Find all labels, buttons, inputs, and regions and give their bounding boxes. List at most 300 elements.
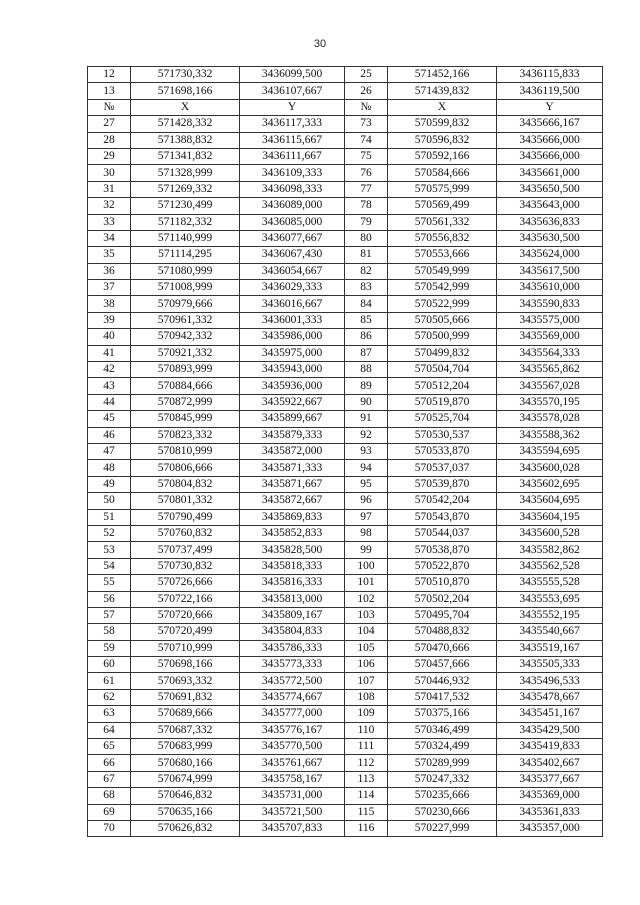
y-coordinate-cell: 3436085,000 <box>240 214 345 230</box>
y-coordinate-cell: 3435496,533 <box>497 673 603 689</box>
table-row <box>88 575 603 591</box>
table-row <box>88 722 603 738</box>
point-number-cell: 104 <box>345 624 388 640</box>
point-number-cell: 114 <box>345 788 388 804</box>
y-coordinate-cell: 3435567,028 <box>497 378 603 394</box>
y-coordinate-cell: 3436117,333 <box>240 116 345 132</box>
point-number-cell: 115 <box>345 804 388 820</box>
y-coordinate-cell: 3436109,333 <box>240 165 345 181</box>
point-number-cell: 108 <box>345 689 388 705</box>
table-row <box>88 624 603 640</box>
point-number-cell: 89 <box>345 378 388 394</box>
y-coordinate-cell: 3435582,862 <box>497 542 603 558</box>
y-coordinate-cell: 3435643,000 <box>497 198 603 214</box>
x-coordinate-cell: 570804,832 <box>131 476 240 492</box>
table-row <box>88 804 603 820</box>
y-coordinate-cell: 3435869,833 <box>240 509 345 525</box>
y-coordinate-cell: 3436098,333 <box>240 181 345 197</box>
y-coordinate-cell: 3435809,167 <box>240 607 345 623</box>
x-coordinate-cell: 570810,999 <box>131 443 240 459</box>
x-coordinate-cell: 570227,999 <box>388 820 497 836</box>
x-coordinate-cell: 570674,999 <box>131 771 240 787</box>
table-row <box>88 345 603 361</box>
point-number-cell: 50 <box>88 493 131 509</box>
x-coordinate-cell: 570979,666 <box>131 296 240 312</box>
table-row <box>88 460 603 476</box>
point-number-cell: 95 <box>345 476 388 492</box>
y-coordinate-cell: 3436089,000 <box>240 198 345 214</box>
point-number-cell: 85 <box>345 312 388 328</box>
table-row <box>88 247 603 263</box>
y-coordinate-cell: 3435770,500 <box>240 739 345 755</box>
y-coordinate-cell: 3436111,667 <box>240 148 345 164</box>
x-coordinate-cell: 570537,037 <box>388 460 497 476</box>
table-row <box>88 607 603 623</box>
y-coordinate-cell: 3435624,000 <box>497 247 603 263</box>
y-coordinate-cell: 3435600,528 <box>497 525 603 541</box>
x-coordinate-cell: 571439,832 <box>388 83 497 99</box>
y-coordinate-cell: 3435519,167 <box>497 640 603 656</box>
x-coordinate-cell: 571452,166 <box>388 67 497 83</box>
x-coordinate-cell: 570556,832 <box>388 230 497 246</box>
y-coordinate-cell: 3435419,833 <box>497 739 603 755</box>
x-coordinate-cell: 570346,499 <box>388 722 497 738</box>
column-header: X <box>388 99 497 115</box>
y-coordinate-cell: 3435588,362 <box>497 427 603 443</box>
x-coordinate-cell: 570687,332 <box>131 722 240 738</box>
point-number-cell: 87 <box>345 345 388 361</box>
x-coordinate-cell: 570720,666 <box>131 607 240 623</box>
y-coordinate-cell: 3435852,833 <box>240 525 345 541</box>
x-coordinate-cell: 570592,166 <box>388 148 497 164</box>
point-number-cell: 98 <box>345 525 388 541</box>
point-number-cell: 96 <box>345 493 388 509</box>
table-row <box>88 198 603 214</box>
y-coordinate-cell: 3435772,500 <box>240 673 345 689</box>
point-number-cell: 53 <box>88 542 131 558</box>
point-number-cell: 109 <box>345 706 388 722</box>
y-coordinate-cell: 3435578,028 <box>497 411 603 427</box>
x-coordinate-cell: 570510,870 <box>388 575 497 591</box>
table-row <box>88 296 603 312</box>
x-coordinate-cell: 570942,332 <box>131 329 240 345</box>
point-number-cell: 39 <box>88 312 131 328</box>
x-coordinate-cell: 571698,166 <box>131 83 240 99</box>
x-coordinate-cell: 570801,332 <box>131 493 240 509</box>
table-row <box>88 788 603 804</box>
y-coordinate-cell: 3435402,667 <box>497 755 603 771</box>
y-coordinate-cell: 3436115,667 <box>240 132 345 148</box>
x-coordinate-cell: 570806,666 <box>131 460 240 476</box>
table-row <box>88 657 603 673</box>
x-coordinate-cell: 570553,666 <box>388 247 497 263</box>
x-coordinate-cell: 570504,704 <box>388 362 497 378</box>
point-number-cell: 102 <box>345 591 388 607</box>
page-number: 30 <box>313 38 327 50</box>
x-coordinate-cell: 570544,037 <box>388 525 497 541</box>
point-number-cell: 29 <box>88 148 131 164</box>
y-coordinate-cell: 3435721,500 <box>240 804 345 820</box>
point-number-cell: 60 <box>88 657 131 673</box>
point-number-cell: 80 <box>345 230 388 246</box>
y-coordinate-cell: 3435943,000 <box>240 362 345 378</box>
x-coordinate-cell: 570760,832 <box>131 525 240 541</box>
y-coordinate-cell: 3435777,000 <box>240 706 345 722</box>
point-number-cell: 73 <box>345 116 388 132</box>
point-number-cell: 38 <box>88 296 131 312</box>
point-number-cell: 34 <box>88 230 131 246</box>
point-number-cell: 56 <box>88 591 131 607</box>
x-coordinate-cell: 570522,999 <box>388 296 497 312</box>
y-coordinate-cell: 3435661,000 <box>497 165 603 181</box>
point-number-cell: 55 <box>88 575 131 591</box>
x-coordinate-cell: 571182,332 <box>131 214 240 230</box>
table-row <box>88 148 603 164</box>
point-number-cell: 77 <box>345 181 388 197</box>
x-coordinate-cell: 570543,870 <box>388 509 497 525</box>
point-number-cell: 90 <box>345 394 388 410</box>
y-coordinate-cell: 3436077,667 <box>240 230 345 246</box>
x-coordinate-cell: 571080,999 <box>131 263 240 279</box>
x-coordinate-cell: 570596,832 <box>388 132 497 148</box>
y-coordinate-cell: 3435540,667 <box>497 624 603 640</box>
x-coordinate-cell: 571140,999 <box>131 230 240 246</box>
x-coordinate-cell: 570324,499 <box>388 739 497 755</box>
y-coordinate-cell: 3435813,000 <box>240 591 345 607</box>
table-row <box>88 427 603 443</box>
column-header: № <box>88 99 131 115</box>
table-row <box>88 362 603 378</box>
y-coordinate-cell: 3435731,000 <box>240 788 345 804</box>
table-row <box>88 493 603 509</box>
column-header: Y <box>497 99 603 115</box>
x-coordinate-cell: 570457,666 <box>388 657 497 673</box>
x-coordinate-cell: 571341,832 <box>131 148 240 164</box>
x-coordinate-cell: 570538,870 <box>388 542 497 558</box>
point-number-cell: 91 <box>345 411 388 427</box>
y-coordinate-cell: 3435555,528 <box>497 575 603 591</box>
y-coordinate-cell: 3435773,333 <box>240 657 345 673</box>
y-coordinate-cell: 3435899,667 <box>240 411 345 427</box>
table-row <box>88 771 603 787</box>
x-coordinate-cell: 570710,999 <box>131 640 240 656</box>
x-coordinate-cell: 570646,832 <box>131 788 240 804</box>
x-coordinate-cell: 570584,666 <box>388 165 497 181</box>
y-coordinate-cell: 3435569,000 <box>497 329 603 345</box>
point-number-cell: 67 <box>88 771 131 787</box>
coordinates-table-body <box>88 67 603 837</box>
point-number-cell: 40 <box>88 329 131 345</box>
table-row <box>88 476 603 492</box>
point-number-cell: 88 <box>345 362 388 378</box>
point-number-cell: 92 <box>345 427 388 443</box>
point-number-cell: 12 <box>88 67 131 83</box>
y-coordinate-cell: 3435922,667 <box>240 394 345 410</box>
y-coordinate-cell: 3435604,195 <box>497 509 603 525</box>
x-coordinate-cell: 570230,666 <box>388 804 497 820</box>
point-number-cell: 69 <box>88 804 131 820</box>
x-coordinate-cell: 570845,999 <box>131 411 240 427</box>
x-coordinate-cell: 570884,666 <box>131 378 240 394</box>
point-number-cell: 57 <box>88 607 131 623</box>
x-coordinate-cell: 570693,332 <box>131 673 240 689</box>
x-coordinate-cell: 571230,499 <box>131 198 240 214</box>
table-row <box>88 214 603 230</box>
table-row <box>88 706 603 722</box>
point-number-cell: 99 <box>345 542 388 558</box>
x-coordinate-cell: 570561,332 <box>388 214 497 230</box>
y-coordinate-cell: 3436099,500 <box>240 67 345 83</box>
y-coordinate-cell: 3435602,695 <box>497 476 603 492</box>
point-number-cell: 32 <box>88 198 131 214</box>
y-coordinate-cell: 3435786,333 <box>240 640 345 656</box>
y-coordinate-cell: 3435478,667 <box>497 689 603 705</box>
point-number-cell: 41 <box>88 345 131 361</box>
point-number-cell: 49 <box>88 476 131 492</box>
point-number-cell: 51 <box>88 509 131 525</box>
x-coordinate-cell: 570569,499 <box>388 198 497 214</box>
y-coordinate-cell: 3435761,667 <box>240 755 345 771</box>
y-coordinate-cell: 3435369,000 <box>497 788 603 804</box>
point-number-cell: 27 <box>88 116 131 132</box>
x-coordinate-cell: 570549,999 <box>388 263 497 279</box>
point-number-cell: 76 <box>345 165 388 181</box>
y-coordinate-cell: 3435552,195 <box>497 607 603 623</box>
y-coordinate-cell: 3436016,667 <box>240 296 345 312</box>
point-number-cell: 83 <box>345 280 388 296</box>
x-coordinate-cell: 570500,999 <box>388 329 497 345</box>
y-coordinate-cell: 3435575,000 <box>497 312 603 328</box>
point-number-cell: 13 <box>88 83 131 99</box>
x-coordinate-cell: 570698,166 <box>131 657 240 673</box>
point-number-cell: 37 <box>88 280 131 296</box>
y-coordinate-cell: 3436107,667 <box>240 83 345 99</box>
y-coordinate-cell: 3435816,333 <box>240 575 345 591</box>
point-number-cell: 48 <box>88 460 131 476</box>
table-row <box>88 312 603 328</box>
x-coordinate-cell: 570539,870 <box>388 476 497 492</box>
y-coordinate-cell: 3435570,195 <box>497 394 603 410</box>
table-row <box>88 411 603 427</box>
point-number-cell: 100 <box>345 558 388 574</box>
point-number-cell: 105 <box>345 640 388 656</box>
point-number-cell: 43 <box>88 378 131 394</box>
table-row <box>88 558 603 574</box>
x-coordinate-cell: 570683,999 <box>131 739 240 755</box>
x-coordinate-cell: 570247,332 <box>388 771 497 787</box>
table-row <box>88 378 603 394</box>
y-coordinate-cell: 3435564,333 <box>497 345 603 361</box>
y-coordinate-cell: 3435872,000 <box>240 443 345 459</box>
x-coordinate-cell: 570823,332 <box>131 427 240 443</box>
x-coordinate-cell: 571114,295 <box>131 247 240 263</box>
x-coordinate-cell: 570542,204 <box>388 493 497 509</box>
table-row <box>88 739 603 755</box>
x-coordinate-cell: 570235,666 <box>388 788 497 804</box>
y-coordinate-cell: 3435590,833 <box>497 296 603 312</box>
point-number-cell: 64 <box>88 722 131 738</box>
y-coordinate-cell: 3435871,333 <box>240 460 345 476</box>
x-coordinate-cell: 570720,499 <box>131 624 240 640</box>
point-number-cell: 28 <box>88 132 131 148</box>
y-coordinate-cell: 3435636,833 <box>497 214 603 230</box>
point-number-cell: 52 <box>88 525 131 541</box>
point-number-cell: 62 <box>88 689 131 705</box>
table-row <box>88 181 603 197</box>
point-number-cell: 103 <box>345 607 388 623</box>
point-number-cell: 113 <box>345 771 388 787</box>
point-number-cell: 66 <box>88 755 131 771</box>
x-coordinate-cell: 570893,999 <box>131 362 240 378</box>
x-coordinate-cell: 570722,166 <box>131 591 240 607</box>
y-coordinate-cell: 3435936,000 <box>240 378 345 394</box>
table-row <box>88 542 603 558</box>
point-number-cell: 65 <box>88 739 131 755</box>
table-row <box>88 230 603 246</box>
point-number-cell: 31 <box>88 181 131 197</box>
point-number-cell: 63 <box>88 706 131 722</box>
y-coordinate-cell: 3435617,500 <box>497 263 603 279</box>
y-coordinate-cell: 3435553,695 <box>497 591 603 607</box>
y-coordinate-cell: 3435451,167 <box>497 706 603 722</box>
y-coordinate-cell: 3436001,333 <box>240 312 345 328</box>
x-coordinate-cell: 570872,999 <box>131 394 240 410</box>
point-number-cell: 54 <box>88 558 131 574</box>
point-number-cell: 30 <box>88 165 131 181</box>
y-coordinate-cell: 3435666,000 <box>497 148 603 164</box>
x-coordinate-cell: 571388,832 <box>131 132 240 148</box>
point-number-cell: 86 <box>345 329 388 345</box>
table-row <box>88 263 603 279</box>
table-row <box>88 280 603 296</box>
x-coordinate-cell: 570680,166 <box>131 755 240 771</box>
point-number-cell: 111 <box>345 739 388 755</box>
point-number-cell: 36 <box>88 263 131 279</box>
table-row <box>88 525 603 541</box>
column-header: Y <box>240 99 345 115</box>
point-number-cell: 93 <box>345 443 388 459</box>
x-coordinate-cell: 570375,166 <box>388 706 497 722</box>
point-number-cell: 58 <box>88 624 131 640</box>
point-number-cell: 112 <box>345 755 388 771</box>
x-coordinate-cell: 570522,870 <box>388 558 497 574</box>
x-coordinate-cell: 571428,332 <box>131 116 240 132</box>
x-coordinate-cell: 570502,204 <box>388 591 497 607</box>
x-coordinate-cell: 570505,666 <box>388 312 497 328</box>
y-coordinate-cell: 3435377,667 <box>497 771 603 787</box>
x-coordinate-cell: 571328,999 <box>131 165 240 181</box>
point-number-cell: 68 <box>88 788 131 804</box>
table-row <box>88 820 603 836</box>
table-row <box>88 394 603 410</box>
y-coordinate-cell: 3435774,667 <box>240 689 345 705</box>
point-number-cell: 106 <box>345 657 388 673</box>
point-number-cell: 116 <box>345 820 388 836</box>
table-row <box>88 640 603 656</box>
x-coordinate-cell: 571008,999 <box>131 280 240 296</box>
table-row <box>88 116 603 132</box>
y-coordinate-cell: 3435975,000 <box>240 345 345 361</box>
point-number-cell: 84 <box>345 296 388 312</box>
point-number-cell: 26 <box>345 83 388 99</box>
point-number-cell: 47 <box>88 443 131 459</box>
y-coordinate-cell: 3435610,000 <box>497 280 603 296</box>
point-number-cell: 44 <box>88 394 131 410</box>
x-coordinate-cell: 570961,332 <box>131 312 240 328</box>
x-coordinate-cell: 571730,332 <box>131 67 240 83</box>
x-coordinate-cell: 570512,204 <box>388 378 497 394</box>
point-number-cell: 75 <box>345 148 388 164</box>
x-coordinate-cell: 570525,704 <box>388 411 497 427</box>
y-coordinate-cell: 3436119,500 <box>497 83 603 99</box>
point-number-cell: 81 <box>345 247 388 263</box>
x-coordinate-cell: 570446,932 <box>388 673 497 689</box>
point-number-cell: 59 <box>88 640 131 656</box>
x-coordinate-cell: 570726,666 <box>131 575 240 591</box>
y-coordinate-cell: 3435879,333 <box>240 427 345 443</box>
x-coordinate-cell: 570635,166 <box>131 804 240 820</box>
point-number-cell: 101 <box>345 575 388 591</box>
x-coordinate-cell: 570626,832 <box>131 820 240 836</box>
y-coordinate-cell: 3436067,430 <box>240 247 345 263</box>
coordinates-table <box>87 66 603 837</box>
y-coordinate-cell: 3435361,833 <box>497 804 603 820</box>
point-number-cell: 82 <box>345 263 388 279</box>
y-coordinate-cell: 3435871,667 <box>240 476 345 492</box>
point-number-cell: 110 <box>345 722 388 738</box>
y-coordinate-cell: 3435707,833 <box>240 820 345 836</box>
table-row <box>88 509 603 525</box>
y-coordinate-cell: 3436054,667 <box>240 263 345 279</box>
x-coordinate-cell: 570689,666 <box>131 706 240 722</box>
y-coordinate-cell: 3435594,695 <box>497 443 603 459</box>
y-coordinate-cell: 3435562,528 <box>497 558 603 574</box>
point-number-cell: 74 <box>345 132 388 148</box>
x-coordinate-cell: 570790,499 <box>131 509 240 525</box>
y-coordinate-cell: 3435357,000 <box>497 820 603 836</box>
point-number-cell: 61 <box>88 673 131 689</box>
y-coordinate-cell: 3435600,028 <box>497 460 603 476</box>
y-coordinate-cell: 3436115,833 <box>497 67 603 83</box>
y-coordinate-cell: 3435666,167 <box>497 116 603 132</box>
point-number-cell: 78 <box>345 198 388 214</box>
y-coordinate-cell: 3435828,500 <box>240 542 345 558</box>
x-coordinate-cell: 570470,666 <box>388 640 497 656</box>
x-coordinate-cell: 570417,532 <box>388 689 497 705</box>
x-coordinate-cell: 570691,832 <box>131 689 240 705</box>
x-coordinate-cell: 570499,832 <box>388 345 497 361</box>
point-number-cell: 107 <box>345 673 388 689</box>
y-coordinate-cell: 3435758,167 <box>240 771 345 787</box>
column-header: № <box>345 99 388 115</box>
y-coordinate-cell: 3435630,500 <box>497 230 603 246</box>
x-coordinate-cell: 570575,999 <box>388 181 497 197</box>
table-row <box>88 67 603 83</box>
point-number-cell: 25 <box>345 67 388 83</box>
x-coordinate-cell: 570542,999 <box>388 280 497 296</box>
table-row <box>88 591 603 607</box>
x-coordinate-cell: 570488,832 <box>388 624 497 640</box>
y-coordinate-cell: 3435650,500 <box>497 181 603 197</box>
x-coordinate-cell: 570289,999 <box>388 755 497 771</box>
y-coordinate-cell: 3435818,333 <box>240 558 345 574</box>
y-coordinate-cell: 3435565,862 <box>497 362 603 378</box>
point-number-cell: 33 <box>88 214 131 230</box>
table-row <box>88 689 603 705</box>
table-header-row <box>88 99 603 115</box>
y-coordinate-cell: 3436029,333 <box>240 280 345 296</box>
point-number-cell: 46 <box>88 427 131 443</box>
